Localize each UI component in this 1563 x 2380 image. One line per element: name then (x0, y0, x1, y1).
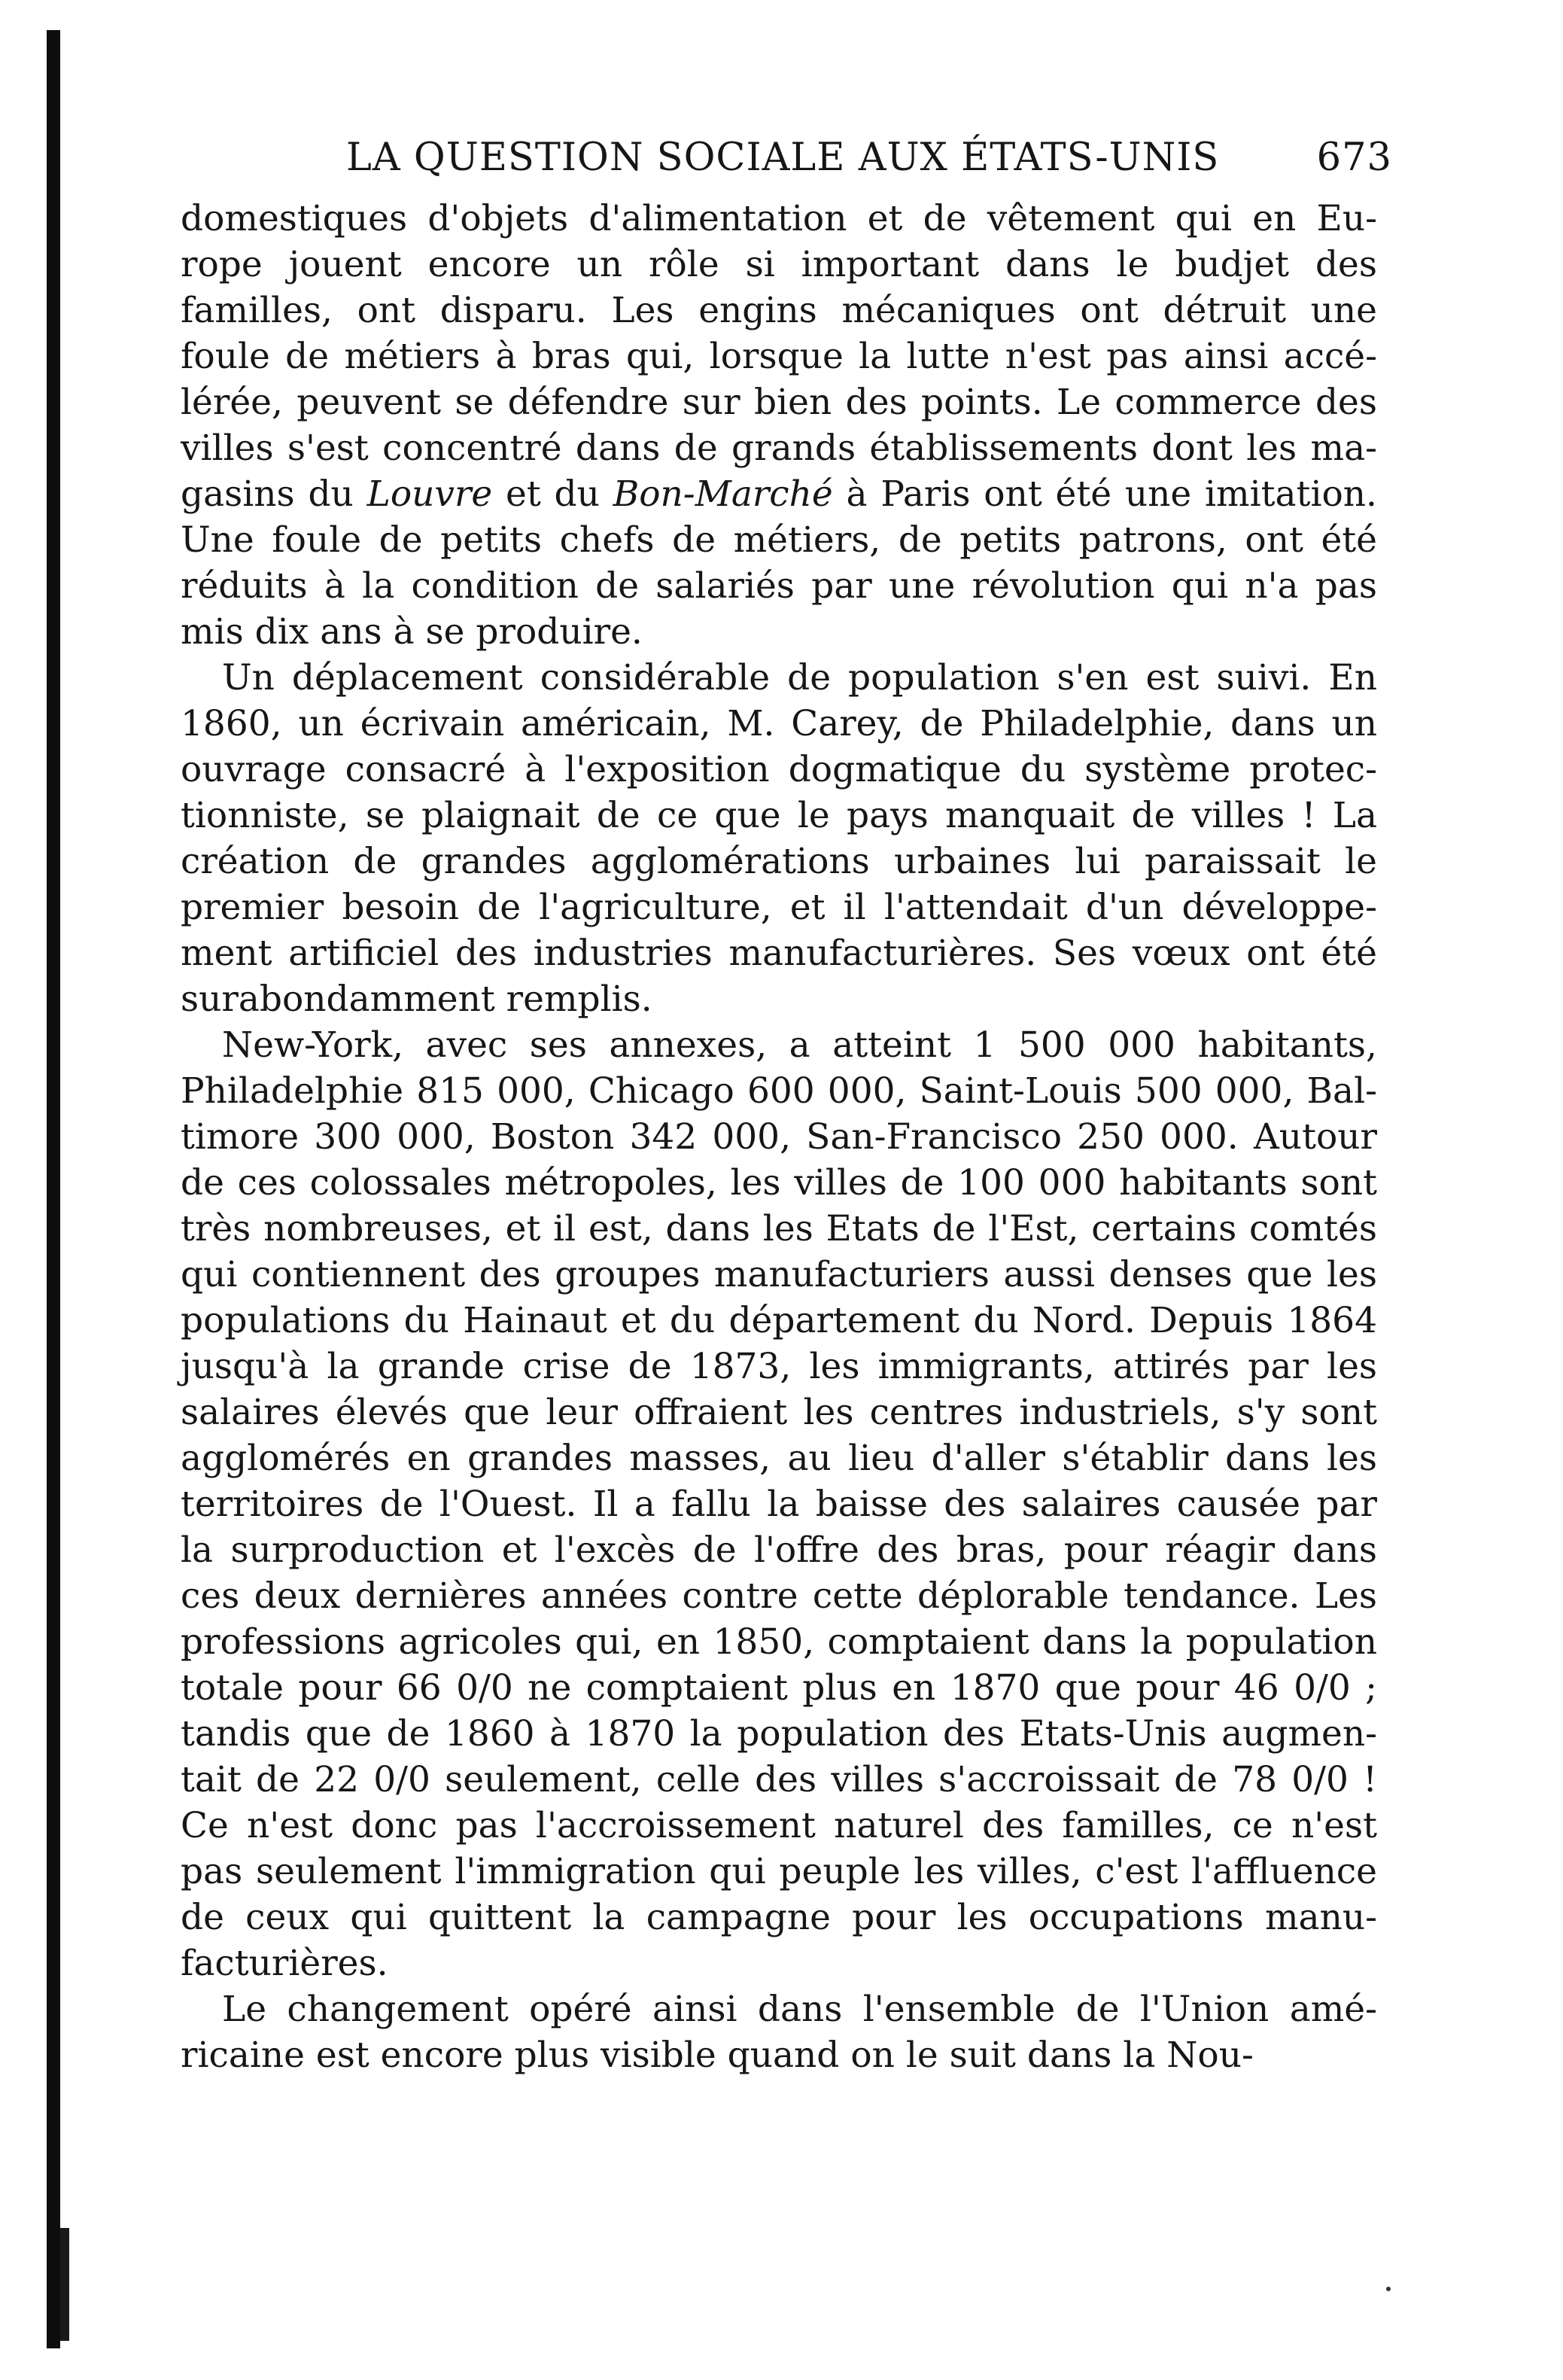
text-line: lérée, peuvent se défendre sur bien des points. Le commerce des (181, 382, 1377, 423)
text-line: Le changement opéré ainsi dans l'ensemble de l'Union amé- (222, 1989, 1377, 2030)
scan-binding-shadow (47, 30, 60, 2348)
text-line: Un déplacement considérable de population s'en est suivi. En (222, 657, 1377, 698)
running-header (181, 135, 1392, 196)
paragraph (181, 655, 1377, 1022)
text-line: ricaine est encore plus visible quand on le suit dans la Nou- (181, 2035, 1254, 2076)
text-line: New-York, avec ses annexes, a atteint 1 500 000 habitants, (222, 1024, 1377, 1066)
text-line: territoires de l'Ouest. Il a fallu la baisse des salaires causée par (181, 1484, 1377, 1525)
text-line: professions agricoles qui, en 1850, comptaient dans la population (181, 1621, 1377, 1663)
text-line: ces deux dernières années contre cette déplorable tendance. Les (181, 1575, 1377, 1617)
text-line: de ceux qui quittent la campagne pour les occupations manu- (181, 1897, 1377, 1938)
italic-store-name: Bon-Marché (613, 473, 833, 515)
running-title: LA QUESTION SOCIALE AUX ÉTATS-UNIS (346, 135, 1220, 180)
text-line: salaires élevés que leur offraient les centres industriels, s'y sont (181, 1392, 1377, 1433)
text-line: domestiques d'objets d'alimentation et de vêtement qui en Eu- (181, 198, 1377, 239)
text-line: la surproduction et l'excès de l'offre des bras, pour réagir dans (181, 1529, 1377, 1571)
text-segment: et du (492, 473, 613, 515)
text-line: facturières. (181, 1943, 388, 1984)
text-line: 1860, un écrivain américain, M. Carey, de Philadelphie, dans un (181, 703, 1377, 744)
text-segment: à Paris ont été une imitation. (832, 473, 1377, 515)
text-line: Une foule de petits chefs de métiers, de petits patrons, ont été (181, 519, 1377, 561)
text-line: Ce n'est donc pas l'accroissement naturel des familles, ce n'est (181, 1805, 1377, 1846)
text-segment: gasins du (181, 473, 367, 515)
book-page (181, 135, 1392, 2078)
body-text (181, 196, 1377, 2078)
text-line: ment artificiel des industries manufacturières. Ses vœux ont été (181, 933, 1377, 974)
scan-speck (1386, 2287, 1391, 2291)
text-line: tandis que de 1860 à 1870 la population des Etats-Unis augmen- (181, 1713, 1377, 1755)
text-line: pas seulement l'immigration qui peuple les villes, c'est l'affluence (181, 1851, 1377, 1892)
text-line: ouvrage consacré à l'exposition dogmatique du système protec- (181, 749, 1377, 790)
text-line: tionniste, se plaignait de ce que le pays manquait de villes ! La (181, 795, 1377, 836)
text-line: foule de métiers à bras qui, lorsque la lutte n'est pas ainsi accé- (181, 336, 1377, 377)
text-line: réduits à la condition de salariés par une révolution qui n'a pas (181, 565, 1377, 607)
text-line: timore 300 000, Boston 342 000, San-Francisco 250 000. Autour (181, 1116, 1377, 1158)
text-line: surabondamment remplis. (181, 978, 652, 1020)
text-line (181, 471, 1377, 517)
text-line: totale pour 66 0/0 ne comptaient plus en 1870 que pour 46 0/0 ; (181, 1667, 1377, 1709)
paragraph (181, 1986, 1377, 2078)
text-line: création de grandes agglomérations urbaines lui paraissait le (181, 841, 1377, 882)
text-line: de ces colossales métropoles, les villes de 100 000 habitants sont (181, 1162, 1377, 1204)
text-line: premier besoin de l'agriculture, et il l'attendait d'un développe- (181, 887, 1377, 928)
paragraph (181, 196, 1377, 655)
text-line: populations du Hainaut et du département du Nord. Depuis 1864 (181, 1300, 1377, 1341)
text-line: agglomérés en grandes masses, au lieu d'aller s'établir dans les (181, 1438, 1377, 1479)
text-line: qui contiennent des groupes manufacturiers aussi denses que les (181, 1254, 1377, 1295)
text-line: tait de 22 0/0 seulement, celle des villes s'accroissait de 78 0/0 ! (181, 1759, 1377, 1800)
text-line: mis dix ans à se produire. (181, 611, 643, 653)
text-line: villes s'est concentré dans de grands établissements dont les ma- (181, 428, 1377, 469)
text-line: Philadelphie 815 000, Chicago 600 000, Saint-Louis 500 000, Bal- (181, 1070, 1377, 1112)
text-line: jusqu'à la grande crise de 1873, les immigrants, attirés par les (181, 1346, 1377, 1387)
text-line: très nombreuses, et il est, dans les Etats de l'Est, certains comtés (181, 1208, 1377, 1249)
scan-binding-shadow-tail (60, 2228, 69, 2341)
italic-store-name: Louvre (366, 473, 493, 515)
paragraph (181, 1022, 1377, 1986)
page-number: 673 (1316, 135, 1392, 180)
text-line: rope jouent encore un rôle si important dans le budjet des (181, 244, 1377, 285)
text-line: familles, ont disparu. Les engins mécaniques ont détruit une (181, 290, 1377, 331)
